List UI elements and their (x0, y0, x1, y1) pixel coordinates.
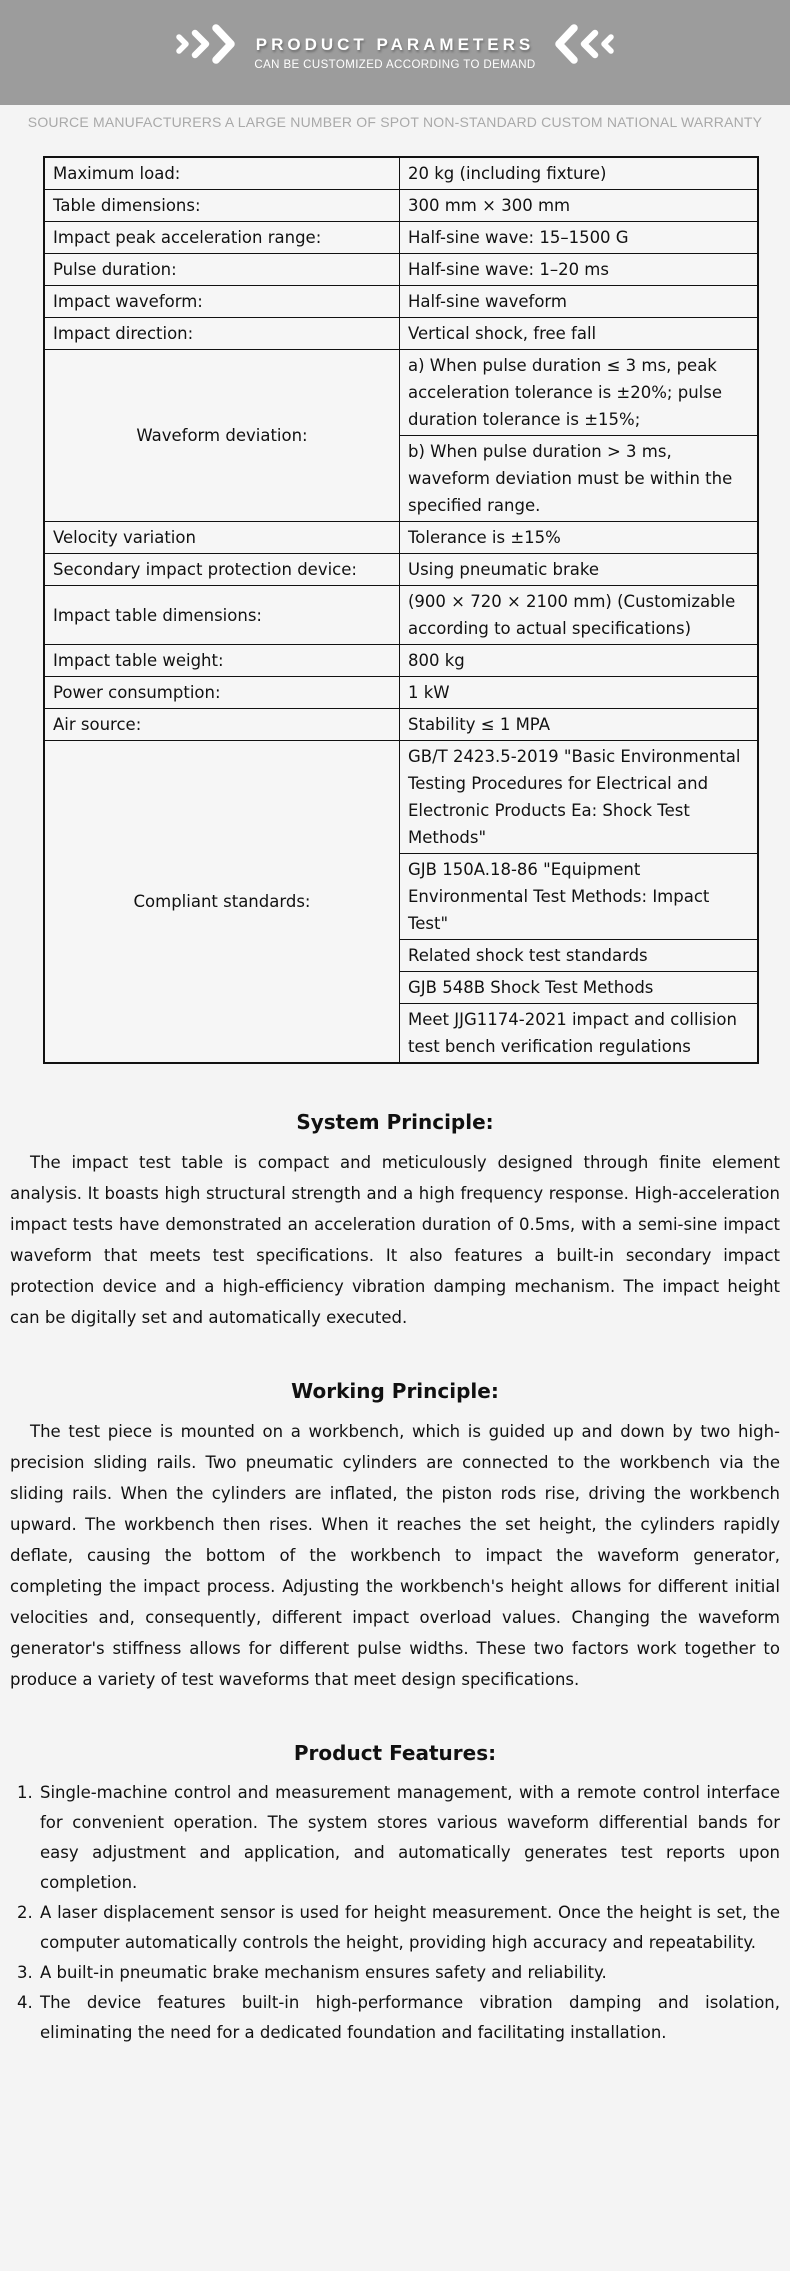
tagline: SOURCE MANUFACTURERS A LARGE NUMBER OF SPOT NON-STANDARD CUSTOM NATIONAL WARRANTY (27, 114, 763, 130)
spec-label: Impact waveform: (44, 286, 400, 318)
spec-value: Half-sine waveform (400, 286, 759, 318)
spec-value: Half-sine wave: 1–20 ms (400, 254, 759, 286)
spec-table (43, 156, 759, 1064)
chevrons-right-icon (174, 23, 238, 65)
spec-label: Secondary impact protection device: (44, 554, 400, 586)
spec-value: Stability ≤ 1 MPA (400, 709, 759, 741)
spec-label: Impact peak acceleration range: (44, 222, 400, 254)
feature-item: 4. The device features built-in high-performance vibration damping and isolation, eliminating the need for a dedicated foundation and facilitating installation. (38, 1988, 780, 2048)
spec-value: Half-sine wave: 15–1500 G (400, 222, 759, 254)
table-row (44, 254, 758, 286)
feature-item: 2. A laser displacement sensor is used for height measurement. Once the height is set, the computer automatically controls the height, providing high accuracy and repeatability. (38, 1898, 780, 1958)
table-row (44, 522, 758, 554)
table-row (44, 286, 758, 318)
banner-title: PRODUCT PARAMETERS (255, 34, 535, 54)
spec-value: 1 kW (400, 677, 759, 709)
table-row (44, 709, 758, 741)
working-principle-text: The test piece is mounted on a workbench, which is guided up and down by two high-precision sliding rails. Two pneumatic cylinders are connected to the workbench via the sliding rails. When the cylinders are inflated, the piston rods rise, driving the workbench upward. The workbench then rises. When it reaches the set height, the cylinders rapidly deflate, causing the bottom of the workbench to impact the waveform generator, completing the impact process. Adjusting the workbench's height allows for different initial velocities and, consequently, different impact overload values. Changing the waveform generator's stiffness allows for different pulse widths. These two factors work together to produce a variety of test waveforms that meet design specifications. (10, 1422, 780, 1689)
spec-label: Table dimensions: (44, 190, 400, 222)
table-row (44, 677, 758, 709)
spec-value: 300 mm × 300 mm (400, 190, 759, 222)
spec-label: Maximum load: (44, 157, 400, 190)
table-row-waveform-deviation (44, 350, 758, 436)
spec-value: Vertical shock, free fall (400, 318, 759, 350)
chevrons-left-icon (552, 23, 616, 65)
system-principle-heading: System Principle: (296, 1110, 494, 1134)
spec-value: b) When pulse duration > 3 ms, waveform deviation must be within the specified range. (400, 436, 759, 522)
spec-label: Impact direction: (44, 318, 400, 350)
spec-value: 800 kg (400, 645, 759, 677)
table-row (44, 190, 758, 222)
table-row (44, 222, 758, 254)
product-features-heading: Product Features: (293, 1741, 497, 1765)
spec-label: Compliant standards: (44, 741, 400, 1064)
spec-value: GJB 150A.18-86 "Equipment Environmental Test Methods: Impact Test" (400, 854, 759, 940)
table-row (44, 586, 758, 645)
feature-item: 1. Single-machine control and measurement management, with a remote control interface for convenient operation. The system stores various waveform differential bands for easy adjustment and application, and automatically generates test reports upon completion. (38, 1778, 780, 1898)
product-features-list (10, 1778, 780, 2048)
banner-content (174, 32, 615, 74)
product-parameters-banner (0, 0, 790, 105)
spec-value: a) When pulse duration ≤ 3 ms, peak acceleration tolerance is ±20%; pulse duration tolerance is ±15%; (400, 350, 759, 436)
working-principle-heading: Working Principle: (291, 1379, 499, 1403)
section-working-principle (0, 1379, 790, 1695)
spec-label: Impact table dimensions: (44, 586, 400, 645)
section-product-features (0, 1741, 790, 2048)
spec-label: Air source: (44, 709, 400, 741)
section-system-principle (0, 1110, 790, 1333)
table-row (44, 157, 758, 190)
table-row-compliant-standards (44, 741, 758, 854)
spec-value: Tolerance is ±15% (400, 522, 759, 554)
table-row (44, 554, 758, 586)
spec-value: (900 × 720 × 2100 mm) (Customizable according to actual specifications) (400, 586, 759, 645)
spec-value: 20 kg (including fixture) (400, 157, 759, 190)
spec-value: Related shock test standards (400, 940, 759, 972)
table-row (44, 645, 758, 677)
system-principle-text: The impact test table is compact and meticulously designed through finite element analysis. It boasts high structural strength and a high frequency response. High-acceleration impact tests have demonstrated an acceleration duration of 0.5ms, with a semi-sine impact waveform that meets test specifications. It also features a built-in secondary impact protection device and a high-efficiency vibration damping mechanism. The impact height can be digitally set and automatically executed. (10, 1153, 780, 1327)
spec-value: GJB 548B Shock Test Methods (400, 972, 759, 1004)
feature-item: 3. A built-in pneumatic brake mechanism ensures safety and reliability. (38, 1958, 780, 1988)
spec-label: Power consumption: (44, 677, 400, 709)
spec-label: Pulse duration: (44, 254, 400, 286)
spec-value: Meet JJG1174-2021 impact and collision test bench verification regulations (400, 1004, 759, 1064)
table-row (44, 318, 758, 350)
spec-label: Impact table weight: (44, 645, 400, 677)
spec-value: Using pneumatic brake (400, 554, 759, 586)
banner-text (254, 35, 535, 71)
banner-subtitle: CAN BE CUSTOMIZED ACCORDING TO DEMAND (254, 58, 536, 71)
spec-value: GB/T 2423.5-2019 "Basic Environmental Testing Procedures for Electrical and Electronic Products Ea: Shock Test Methods" (400, 741, 759, 854)
spec-label: Velocity variation (44, 522, 400, 554)
spec-label: Waveform deviation: (44, 350, 400, 522)
